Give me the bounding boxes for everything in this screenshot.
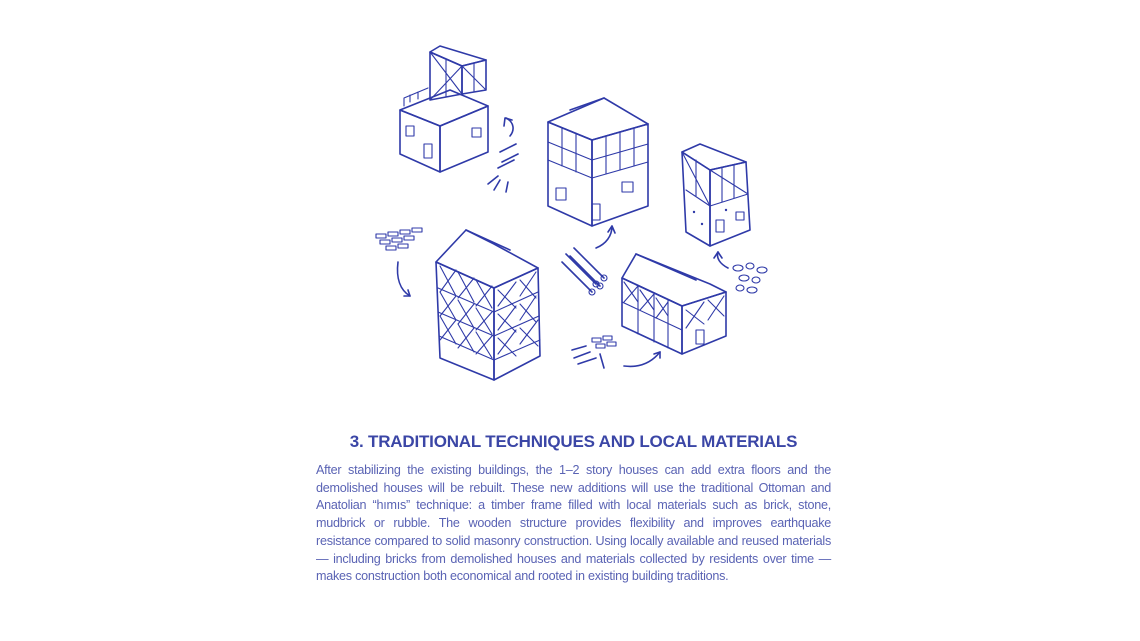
timber-frame-long-house	[622, 254, 726, 354]
tall-timber-building	[436, 230, 540, 380]
timber-sticks	[488, 144, 518, 192]
stone-rubble	[733, 263, 767, 293]
timber-logs	[562, 248, 607, 295]
brick-pile-bottom	[572, 336, 616, 368]
three-story-himis-house	[548, 98, 648, 226]
himis-construction-illustration	[360, 40, 780, 400]
timber-house-stone-base	[682, 144, 750, 246]
section-title: 3. TRADITIONAL TECHNIQUES AND LOCAL MATERIALS	[349, 432, 798, 451]
section-body-paragraph: After stabilizing the existing buildings, the 1–2 story houses can add extra floors and the demolished houses will be rebuilt. These new additions will use the traditional Ottoman and Anatolian “hımıs” technique: a timber frame filled with local materials such as brick, stone, mudbrick or rubble. The wooden structure provides flexibility and improves earthquake resistance compared to solid masonry construction. Using locally available and reused materials — including bricks from demolished houses and materials collected by residents over time — makes construction both economical and rooted in existing building traditions.	[316, 463, 831, 584]
masonry-house-with-addition	[400, 46, 488, 172]
brick-pile-left	[376, 228, 422, 250]
